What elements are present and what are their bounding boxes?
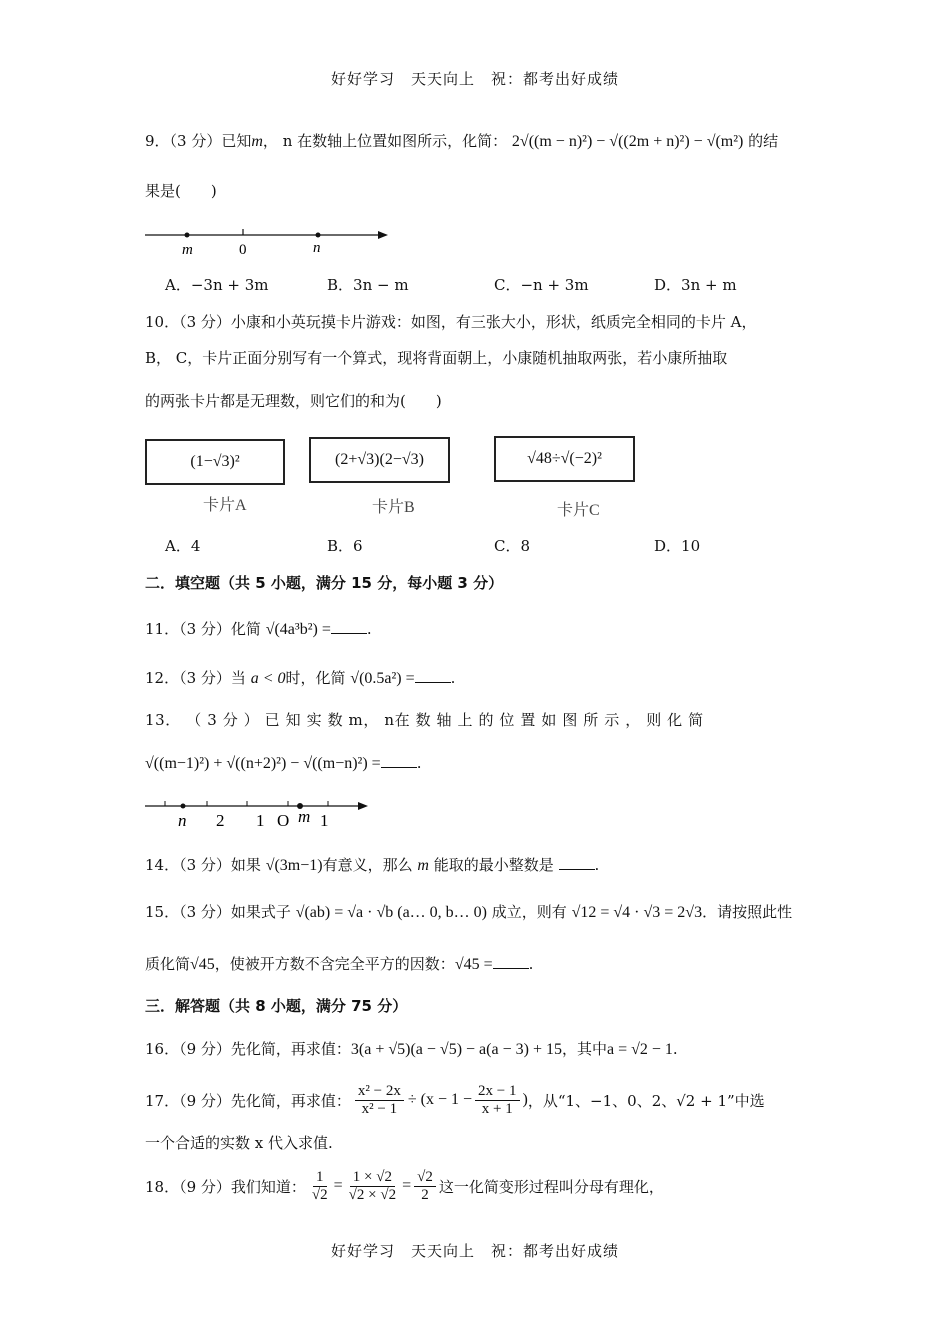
q15-mid: 成立，则有 [491,903,567,921]
q13-line1: 13． （ 3 分 ） 已 知 实 数 m， n在 数 轴 上 的 位 置 如 图 所 示 ， 则 化 简 [145,711,704,729]
q15-answer-blank [493,954,529,969]
q18-prefix: 18．（9 分）我们知道： [145,1177,306,1196]
card-c: √48÷√(−2)² [494,436,635,482]
q14-answer-blank [559,855,595,870]
q15-expression-3: √45 [190,956,215,973]
q9-number-line [140,222,400,258]
q10-line3: 的两张卡片都是无理数，则它们的和为( ) [145,392,442,410]
q9-axis-arrow [378,231,388,239]
q18-fraction-2 [346,1169,399,1204]
q17-line2: 一个合适的实数 x 代入求值. [145,1134,333,1152]
q15-suffix2: . [528,955,534,973]
q17-prefix: 17．（9 分）先化简，再求值： [145,1091,351,1110]
q14-rest: 能取的最小整数是 [433,856,554,874]
q16-prefix: 16．（9 分）先化简，再求值： [145,1040,351,1058]
question-18: 18．（9 分）我们知道： $\frac{1}{√2}$ = $\frac{1 \times √2}{√2 \times √2}$ = $\frac{√2}{2}$ 这一化简变形过程叫分母有理化， [145,1168,664,1203]
page-footer: 好好学习 天天向上 祝：都考出好成绩 [330,1242,619,1260]
q14-suffix: . [594,856,600,874]
section-2-title: 二．填空题（共 5 小题，满分 15 分，每小题 3 分） [145,574,504,592]
q16-value: a = √2 − 1 [606,1041,673,1058]
q18-fraction-1 [309,1169,331,1204]
question-16 [145,1038,678,1061]
q13-label-2: 2 [216,811,225,830]
q13-label-pos1: 1 [320,811,329,830]
q17-fraction-1-den: x² − 1 [361,1100,398,1117]
q9-option-c: C．−n + 3m [494,276,589,294]
q13-axis-arrow [358,802,368,810]
q10-option-c: C．8 [494,537,531,555]
q18-fraction-3 [414,1169,436,1204]
q10-option-d: D．10 [654,537,701,555]
q9-point-m [185,233,190,238]
q17-rest: ，从“1、−1、0、2、√2 + 1”中选 [527,1091,765,1110]
q15-prefix: 15．（3 分）如果式子 [145,903,291,921]
q15-line2-prefix: 质化简 [145,955,191,973]
q15-expression-1: √(ab) = √a · √b (a… 0, b… 0) [295,904,487,921]
q13-answer-blank [381,753,417,768]
q11-prefix: 11．（3 分）化简 [145,620,261,638]
q9-suffix: 的结 [748,132,779,150]
q12-prefix: 12．（3 分）当 [145,669,246,687]
q17-fraction-1-num: x² − 2x [355,1083,404,1101]
q17-operator: ÷ (x − 1 − [407,1091,473,1108]
page-header: 好好学习 天天向上 祝：都考出好成绩 [330,70,619,88]
q9-option-d: D．3n + m [654,276,737,294]
q13-label-1: 1 [256,811,265,830]
q14-expression: √(3m−1) [265,857,323,874]
q18-suffix: 这一化简变形过程叫分母有理化， [438,1177,664,1196]
q18-fraction-2-den: √2 × √2 [348,1186,397,1203]
q9-expression: 2√((m − n)²) − √((2m + n)²) − √(m²) [511,133,744,150]
q9-prefix: 9．（3 分）已知 [145,132,252,150]
question-11 [145,618,372,641]
q15-line2 [145,953,533,976]
q9-point-n [316,233,321,238]
q10-line1: 10．（3 分）小康和小英玩摸卡片游戏：如图，有三张大小，形状，纸质完全相同的卡片 A， [145,313,757,331]
card-c-caption: 卡片C [557,502,600,519]
q9-option-b: B．3n − m [327,276,409,294]
q10-option-b: B．6 [327,537,363,555]
q13-expression: √((m−1)²) + √((n+2)²) − √((m−n)²) = [145,755,381,772]
card-a-caption: 卡片A [203,497,247,514]
q12-mid: 时，化简 [285,669,346,687]
q13-label-m: m [298,807,311,826]
q9-label-0: 0 [239,242,247,258]
q17-fraction-1 [355,1083,404,1118]
q13-suffix: . [416,754,422,772]
q12-answer-blank [415,668,451,683]
q14-mid: 有意义，那么 [322,856,413,874]
question-12 [145,667,455,690]
question-9: 9．（3 分）已知m， n 在数轴上位置如图所示，化简： 2√((m − n)²) − √((2m + n)²) − √(m²) 的结 [145,132,779,150]
q18-fraction-1-den: √2 [311,1186,328,1203]
q12-expression: √(0.5a²) = [350,670,415,687]
q16-mid: ，其中 [561,1040,607,1058]
q10-option-a: A．4 [165,537,201,555]
q17-line1 [145,1078,765,1122]
q16-suffix: . [672,1040,678,1058]
q14-prefix: 14．（3 分）如果 [145,856,261,874]
q11-answer-blank [331,619,367,634]
q9-n-text: n 在数轴上位置如图所示，化简： [282,132,508,150]
q9-line2: 果是( ) [145,182,217,200]
q13-label-origin: O [277,811,290,830]
card-b: (2+√3)(2−√3) [309,437,450,483]
q15-expression-2: √12 = √4 · √3 = 2√3 [571,904,703,921]
q18-fraction-3-den: 2 [421,1186,429,1203]
q13-point-n [181,804,186,809]
q13-line2 [145,752,421,775]
q15-expression-4: √45 = [454,956,493,973]
q13-number-line [140,795,380,831]
q18-fraction-2-num: 1 × √2 [350,1169,395,1187]
section-3-title: 三．解答题（共 8 小题，满分 75 分） [145,997,408,1015]
q9-var-m: m [251,133,263,150]
card-b-caption: 卡片B [372,499,415,516]
q17-close: ) [522,1091,528,1108]
q12-suffix: . [450,669,456,687]
question-14 [145,854,599,877]
q15-suffix1: ．请按照此性 [702,903,793,921]
q17-fraction-2 [475,1083,519,1118]
q17-fraction-2-den: x + 1 [481,1100,513,1117]
q14-var-m: m [417,857,429,874]
q11-expression: √(4a³b²) = [265,621,331,638]
q9-label-m: m [182,242,193,258]
q15-line1 [145,901,792,924]
q15-line2-mid: ，使被开方数不含完全平方的因数： [214,955,455,973]
q10-line2: B， C，卡片正面分别写有一个算式，现将背面朝上，小康随机抽取两张，若小康所抽取 [145,349,728,367]
q9-label-n: n [313,240,321,256]
q18-fraction-3-num: √2 [414,1169,436,1187]
card-a: (1−√3)² [145,439,285,485]
q9-option-a: A．−3n + 3m [165,276,269,294]
q11-suffix: . [366,620,372,638]
q12-condition: a < 0 [250,670,286,687]
q13-label-n: n [178,811,187,830]
q18-fraction-1-num: 1 [313,1169,327,1187]
q16-expression: 3(a + √5)(a − √5) − a(a − 3) + 15 [350,1041,562,1058]
q17-fraction-2-num: 2x − 1 [475,1083,519,1101]
